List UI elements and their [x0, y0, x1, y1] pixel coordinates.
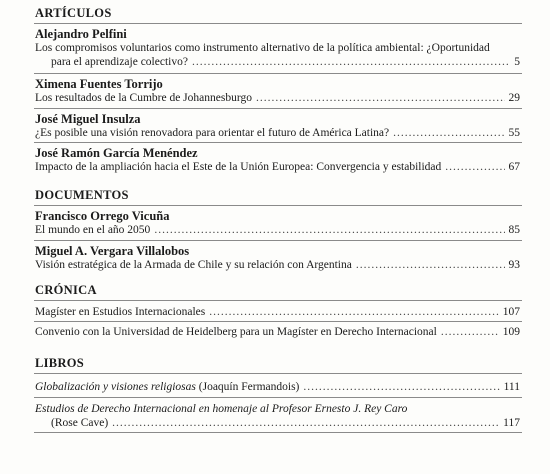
section-heading-libros: LIBROS [35, 356, 85, 370]
toc-entry [35, 91, 520, 105]
author-name: Ximena Fuentes Torrijo [35, 77, 163, 91]
toc-entry [35, 305, 520, 319]
toc-entry [35, 380, 520, 394]
page-number: 55 [508, 127, 520, 139]
dot-leader [209, 305, 499, 319]
entry-divider [34, 321, 522, 322]
page-number: 111 [503, 381, 520, 393]
entry-title: Convenio con la Universidad de Heidelberg para un Magíster en Derecho Internacional [35, 326, 437, 338]
dot-leader [154, 223, 504, 237]
page-number: 93 [508, 259, 520, 271]
page-number: 107 [502, 306, 520, 318]
page-number: 29 [508, 92, 520, 104]
entry-divider [34, 432, 522, 433]
toc-entry [35, 325, 520, 339]
toc-entry [35, 258, 520, 272]
author-name: Francisco Orrego Vicuña [35, 209, 170, 223]
author-name: Miguel A. Vergara Villalobos [35, 244, 190, 258]
dot-leader [192, 55, 510, 69]
entry-divider [34, 73, 522, 74]
section-divider [34, 300, 522, 301]
dot-leader [256, 91, 505, 105]
author-name: José Miguel Insulza [35, 112, 141, 126]
entry-title: Los compromisos voluntarios como instrumento alternativo de la política ambiental: ¿Oportunidad [35, 42, 490, 54]
dot-leader [112, 416, 499, 430]
entry-divider [34, 142, 522, 143]
entry-divider [34, 397, 522, 398]
author-name: José Ramón García Menéndez [35, 146, 198, 160]
entry-title-italic: Estudios de Derecho Internacional en homenaje al Profesor Ernesto J. Rey Caro [35, 403, 408, 415]
entry-divider [34, 108, 522, 109]
dot-leader [441, 325, 499, 339]
entry-title-continued: para el aprendizaje colectivo? [51, 56, 188, 68]
dot-leader [445, 160, 504, 174]
dot-leader [356, 258, 505, 272]
toc-entry [35, 126, 520, 140]
section-divider [34, 373, 522, 374]
entry-title-author: (Joaquín Fermandois) [195, 381, 300, 393]
section-heading-documentos: DOCUMENTOS [35, 188, 129, 202]
section-divider [34, 205, 522, 206]
entry-title: Visión estratégica de la Armada de Chile y su relación con Argentina [35, 259, 352, 271]
entry-title: El mundo en el año 2050 [35, 224, 151, 236]
entry-title-italic: Globalización y visiones religiosas [35, 381, 196, 393]
section-heading-articulos: ARTÍCULOS [35, 6, 112, 20]
page-number: 5 [514, 56, 520, 68]
entry-title: ¿Es posible una visión renovadora para orientar el futuro de América Latina? [35, 127, 390, 139]
toc-entry [35, 160, 520, 174]
page-number: 85 [508, 224, 520, 236]
toc-entry [35, 41, 520, 69]
dot-leader [303, 380, 499, 394]
toc-entry [35, 402, 520, 430]
toc-entry [35, 223, 520, 237]
author-name: Alejandro Pelfini [35, 27, 127, 41]
dot-leader [393, 126, 504, 140]
page-number: 117 [503, 417, 520, 429]
entry-title: Los resultados de la Cumbre de Johannesburgo [35, 92, 252, 104]
page-number: 67 [508, 161, 520, 173]
entry-title: Impacto de la ampliación hacia el Este de la Unión Europea: Convergencia y estabilidad [35, 161, 442, 173]
section-heading-cronica: CRÓNICA [35, 283, 97, 297]
section-divider [34, 23, 522, 24]
page-number: 109 [502, 326, 520, 338]
entry-divider [34, 240, 522, 241]
entry-title: Magíster en Estudios Internacionales [35, 306, 206, 318]
entry-title-author: (Rose Cave) [51, 417, 109, 429]
